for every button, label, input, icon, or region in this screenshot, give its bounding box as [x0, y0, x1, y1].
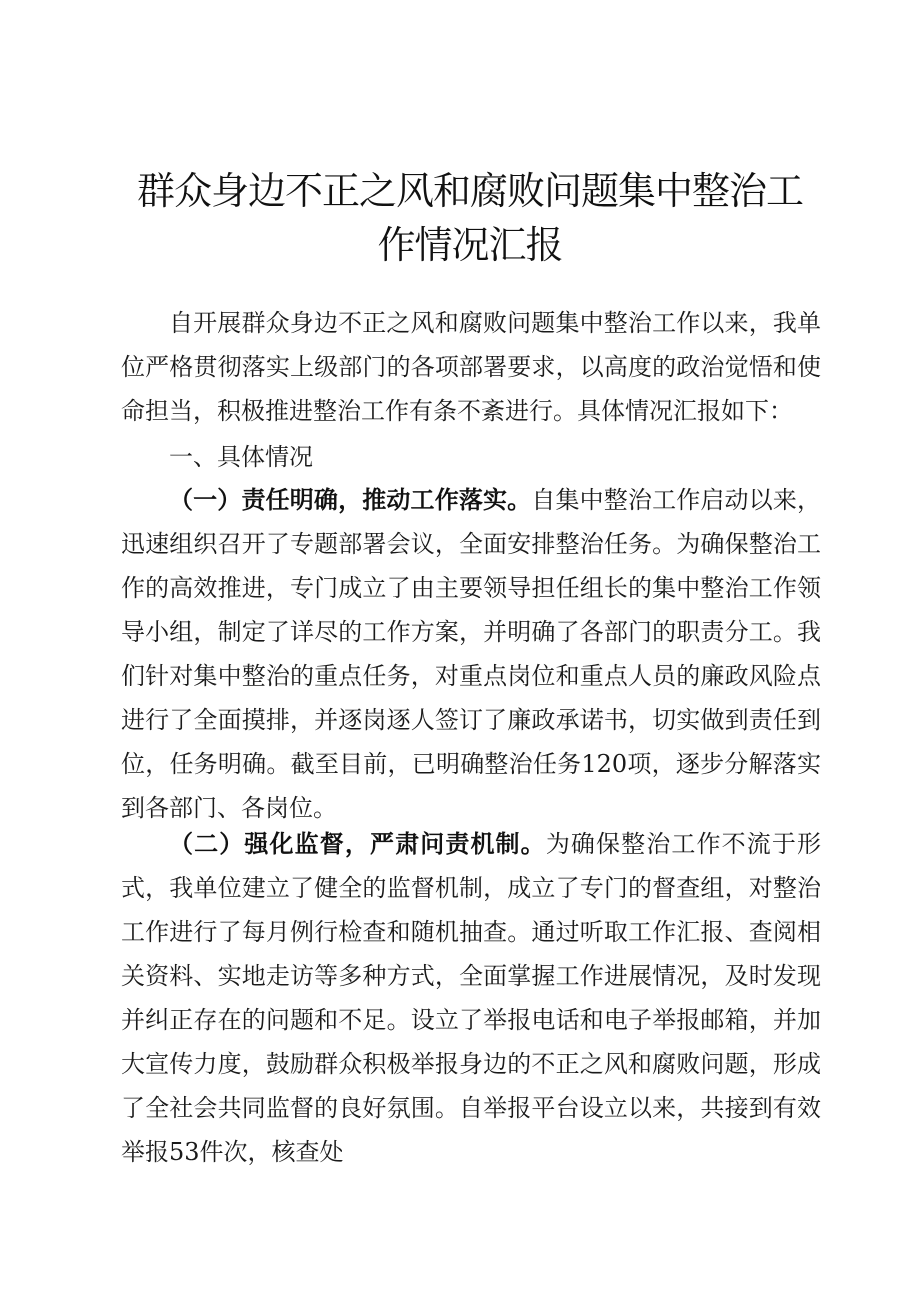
section-1-lead: （一）责任明确，推动工作落实。 — [169, 486, 532, 514]
section-heading: 一、具体情况 — [169, 443, 313, 471]
document-title: 群众身边不正之风和腐败问题集中整治工作情况汇报 — [136, 169, 803, 267]
intro-paragraph: 自开展群众身边不正之风和腐败问题集中整治工作以来，我单位严格贯彻落实上级部门的各项部署要求，以高度的政治觉悟和使命担当，积极推进整治工作有条不紊进行。具体情况汇报如下： — [121, 309, 821, 425]
section-2-paragraph — [121, 822, 821, 1174]
section-1-text: 自集中整治工作启动以来，迅速组织召开了专题部署会议，全面安排整治任务。为确保整治工作的高效推进，专门成立了由主要领导担任组长的集中整治工作领导小组，制定了详尽的工作方案，并明确了各部门的职责分工。我们针对集中整治的重点任务，对重点岗位和重点人员的廉政风险点进行了全面摸排，并逐岗逐人签订了廉政承诺书，切实做到责任到位，任务明确。截至目前，已明确整治任务120项，逐步分解落实到各部门、各岗位。 — [121, 486, 822, 822]
section-1-paragraph — [121, 478, 821, 830]
section-2-text: 为确保整治工作不流于形式，我单位建立了健全的监督机制，成立了专门的督查组，对整治工作进行了每月例行检查和随机抽查。通过听取工作汇报、查阅相关资料、实地走访等多种方式，全面掌握工作进展情况，及时发现并纠正存在的问题和不足。设立了举报电话和电子举报邮箱，并加大宣传力度，鼓励群众积极举报身边的不正之风和腐败问题，形成了全社会共同监督的良好氛围。自举报平台设立以来，共接到有效举报53件次，核查处 — [121, 830, 822, 1166]
section-2-lead: （二）强化监督，严肃问责机制。 — [169, 830, 546, 858]
